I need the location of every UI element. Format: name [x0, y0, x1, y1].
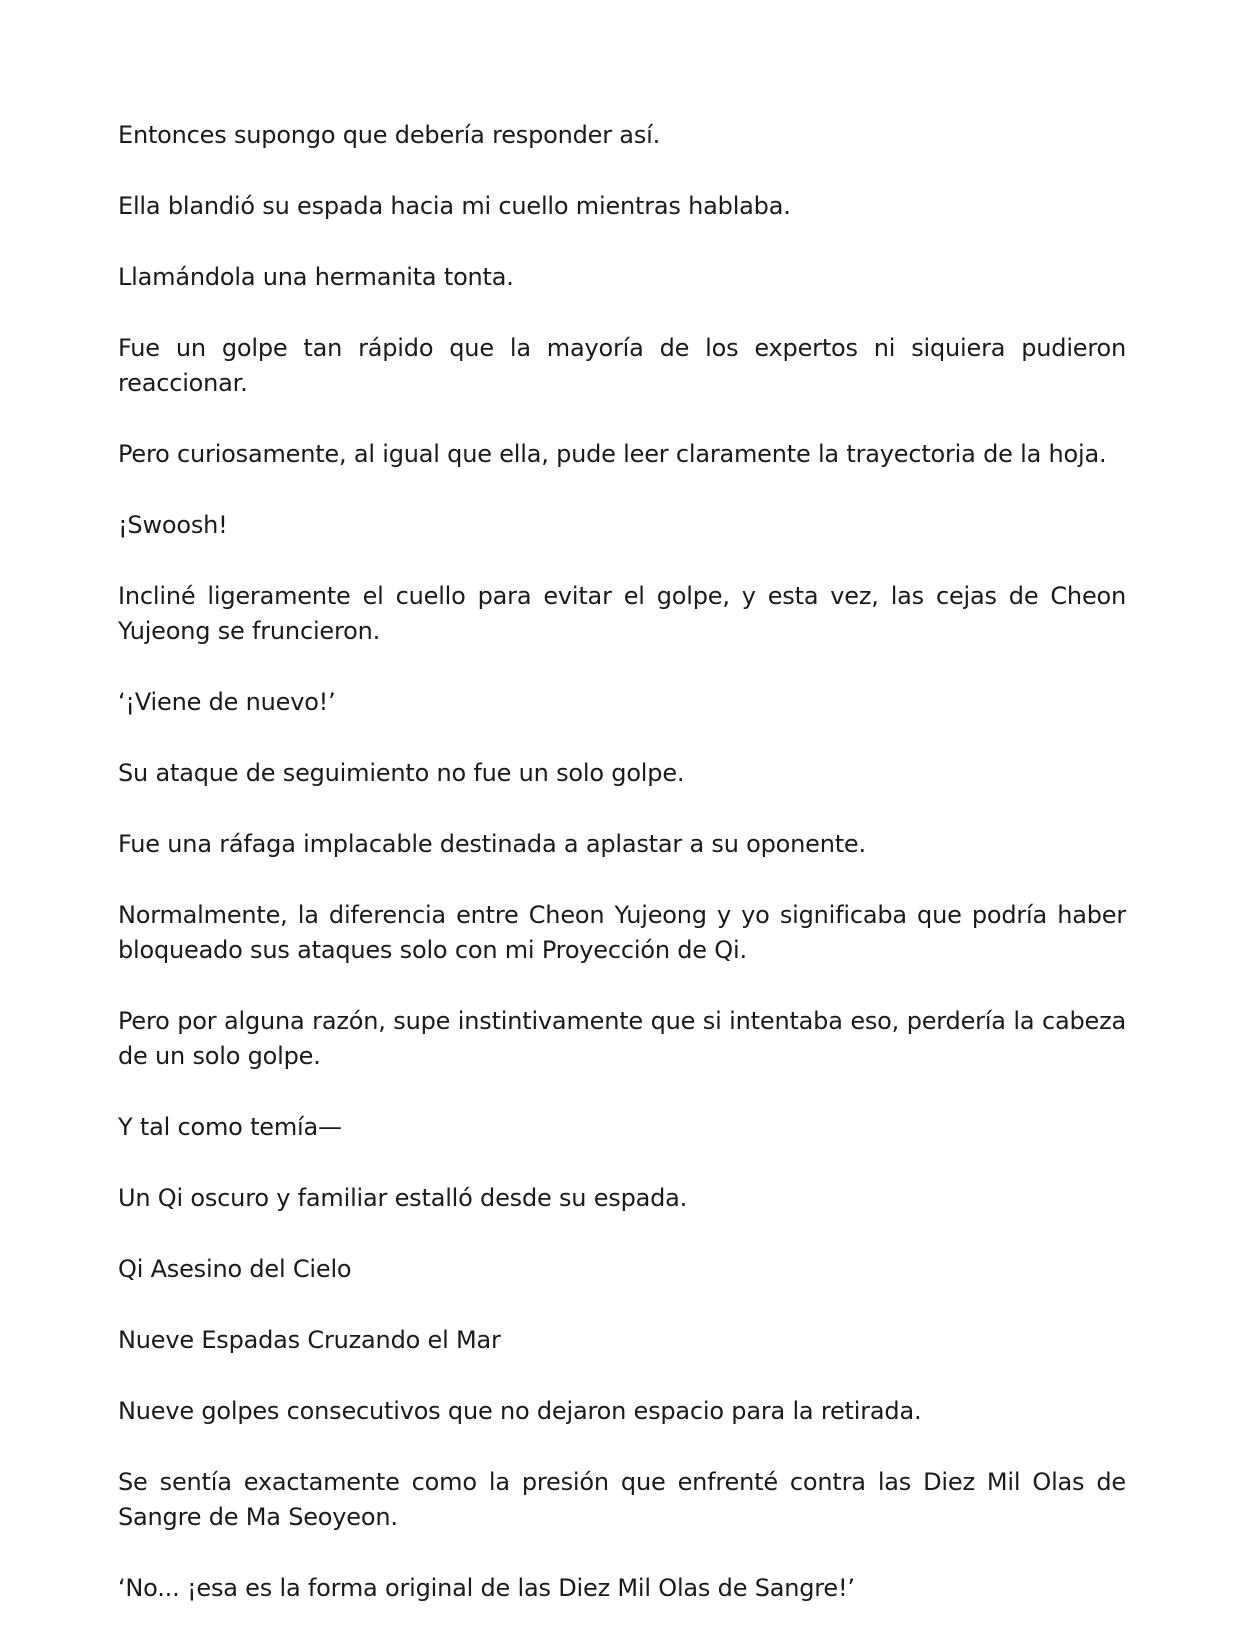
paragraph: Se sentía exactamente como la presión que enfrenté contra las Diez Mil Olas de Sangre de Ma Seoyeon. [118, 1468, 1126, 1531]
paragraph: Un Qi oscuro y familiar estalló desde su espada. [118, 1184, 688, 1212]
paragraph: ¡Swoosh! [118, 511, 228, 539]
paragraph: Pero por alguna razón, supe instintivamente que si intentaba eso, perdería la cabeza de un solo golpe. [118, 1007, 1126, 1070]
paragraph: Pero curiosamente, al igual que ella, pude leer claramente la trayectoria de la hoja. [118, 440, 1107, 468]
paragraph: Fue una ráfaga implacable destinada a aplastar a su oponente. [118, 830, 866, 858]
paragraph: Su ataque de seguimiento no fue un solo golpe. [118, 759, 685, 787]
paragraph: ‘No... ¡esa es la forma original de las Diez Mil Olas de Sangre!’ [118, 1574, 855, 1602]
paragraph: Qi Asesino del Cielo [118, 1255, 352, 1283]
paragraph: Fue un golpe tan rápido que la mayoría de los expertos ni siquiera pudieron reaccionar. [118, 334, 1126, 397]
paragraph: Incliné ligeramente el cuello para evitar el golpe, y esta vez, las cejas de Cheon Yujeong se fruncieron. [118, 582, 1126, 645]
paragraph: Nueve Espadas Cruzando el Mar [118, 1326, 501, 1354]
document-body [118, 118, 1126, 1642]
paragraph: Nueve golpes consecutivos que no dejaron espacio para la retirada. [118, 1397, 922, 1425]
paragraph: Normalmente, la diferencia entre Cheon Yujeong y yo significaba que podría haber bloqueado sus ataques solo con mi Proyección de Qi. [118, 901, 1126, 964]
paragraph: Ella blandió su espada hacia mi cuello mientras hablaba. [118, 192, 791, 220]
paragraph: Y tal como temía— [118, 1113, 342, 1141]
paragraph: ‘¡Viene de nuevo!’ [118, 688, 336, 716]
paragraph: Entonces supongo que debería responder así. [118, 121, 661, 149]
paragraph: Llamándola una hermanita tonta. [118, 263, 514, 291]
